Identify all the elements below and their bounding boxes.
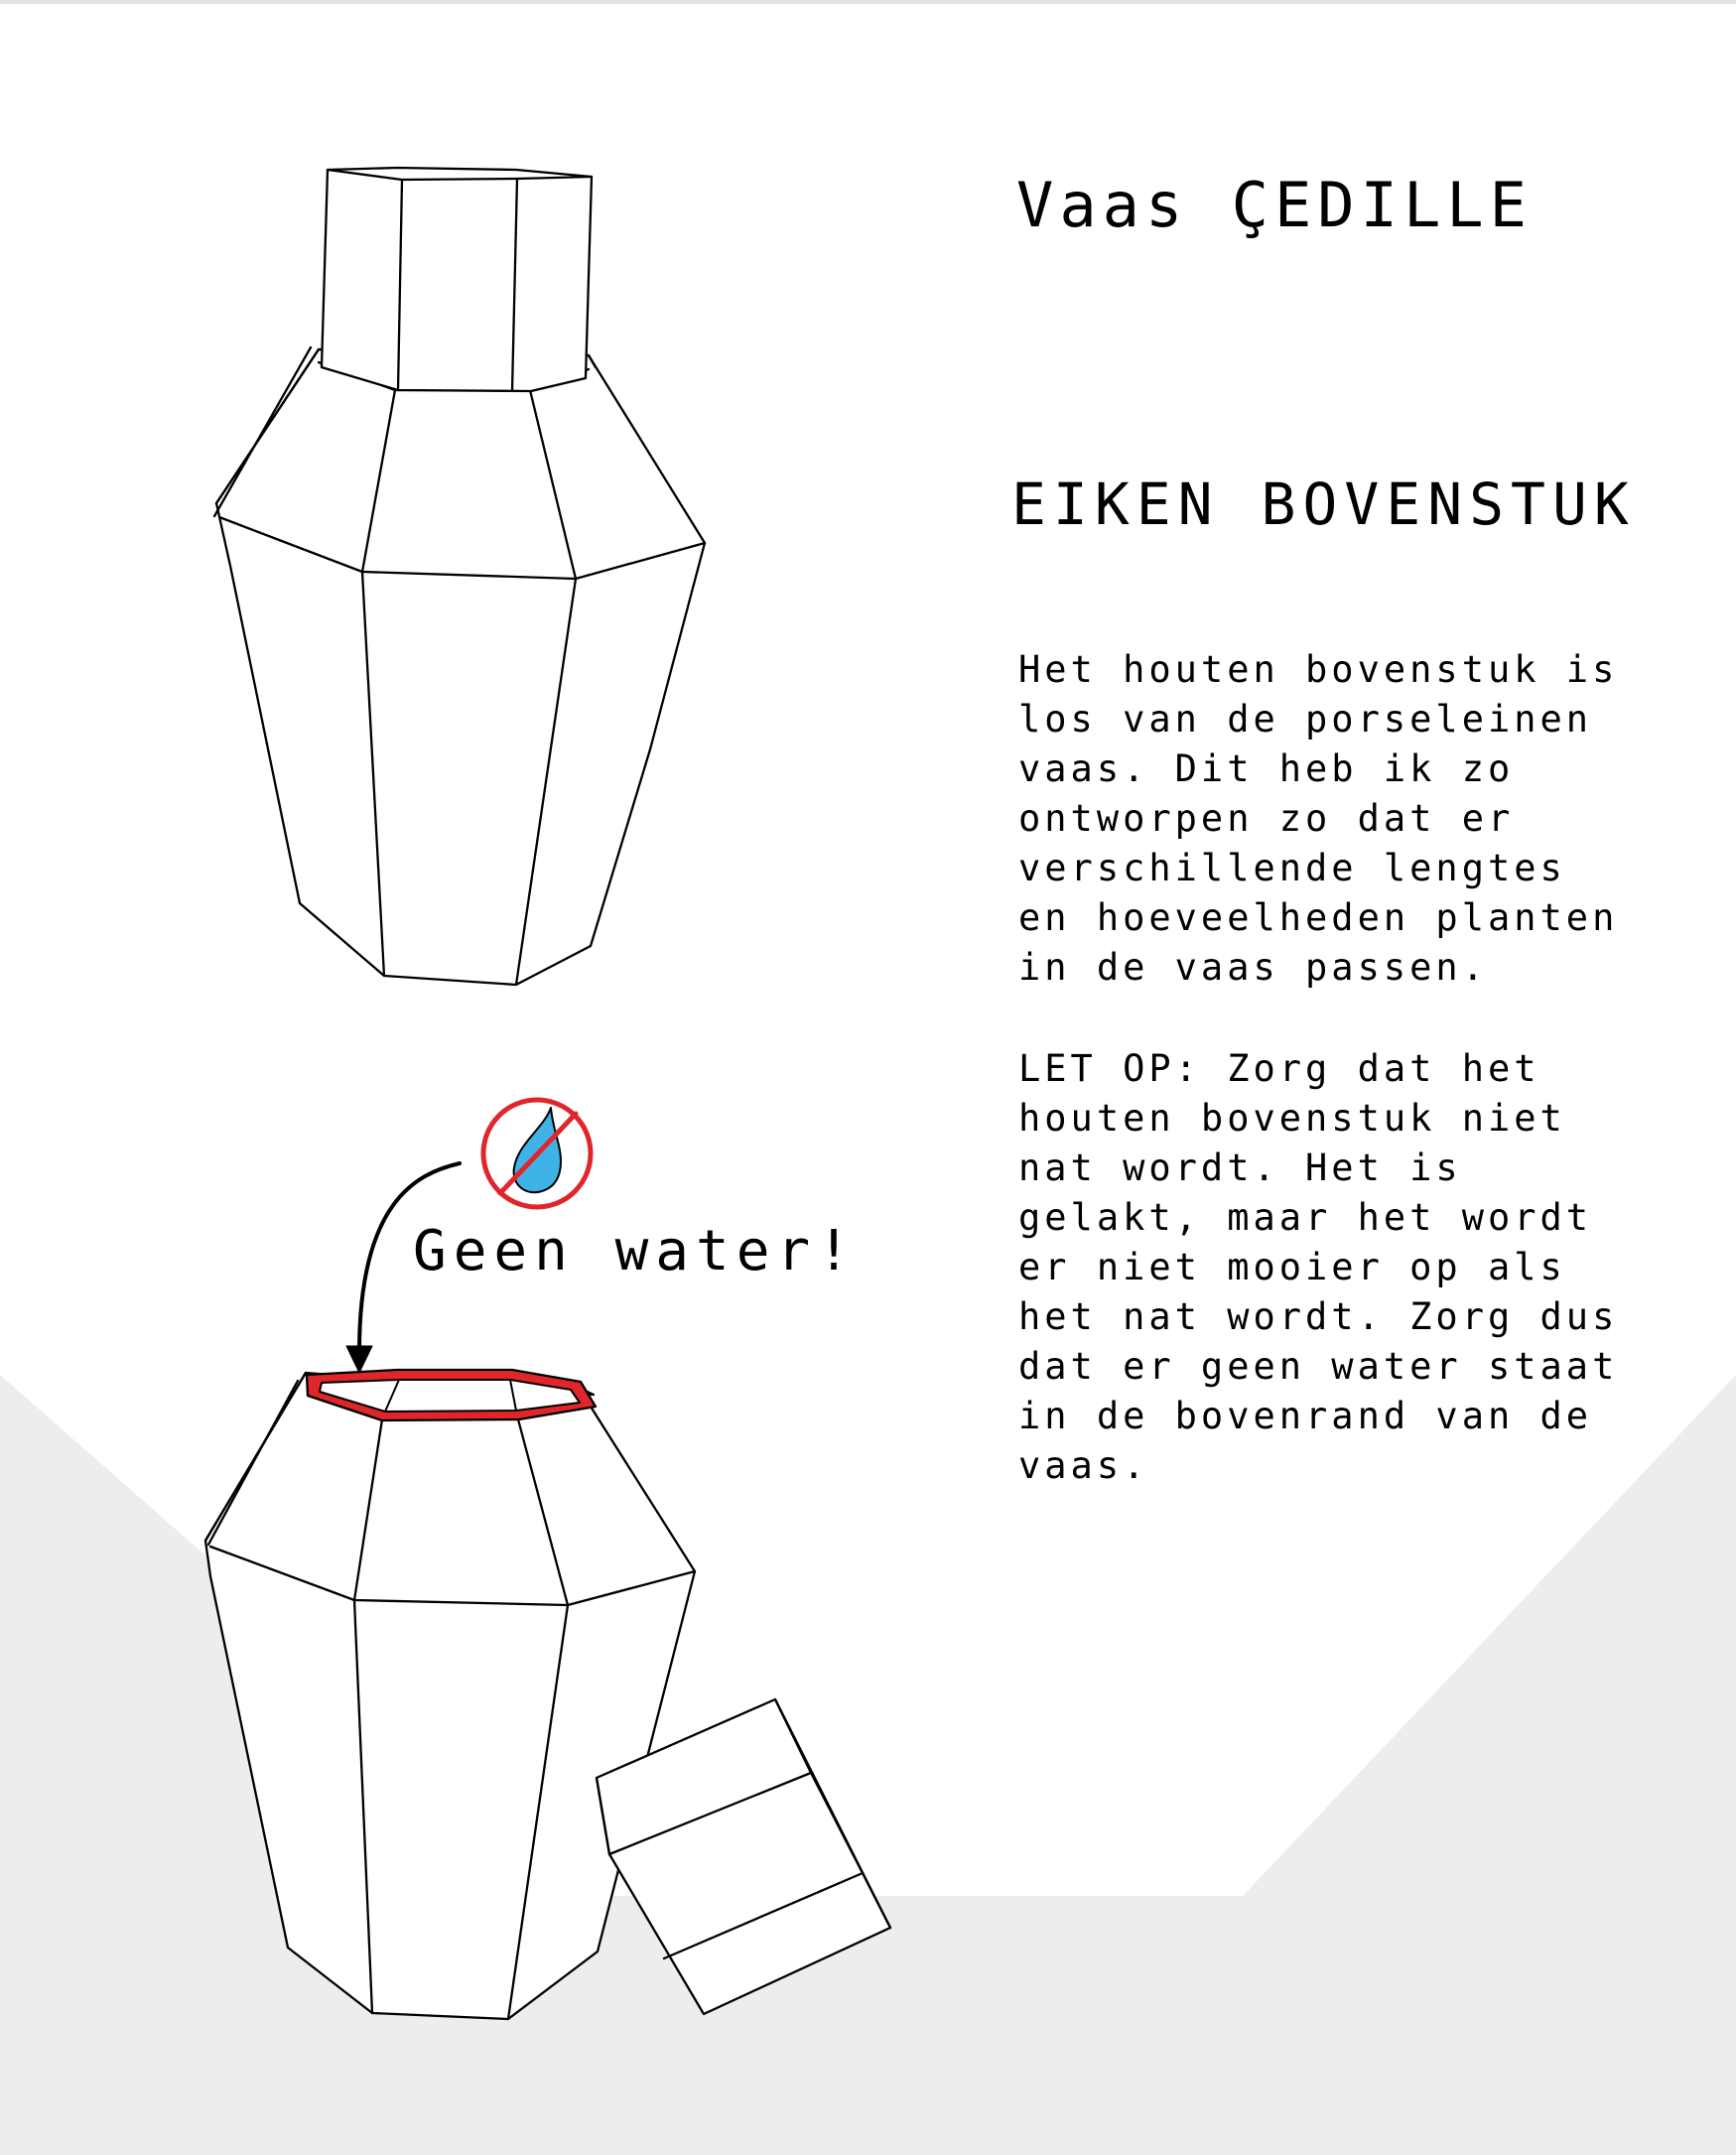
description-paragraph: Het houten bovenstuk is los van de porseleinen vaas. Dit heb ik zo ontworpen zo dat er verschillende lengtes en hoeveelheden planten in de vaas passen.	[1018, 648, 1619, 989]
warning-paragraph: LET OP: Zorg dat het houten bovenstuk niet nat wordt. Het is gelakt, maar het wordt er niet mooier op als het nat wordt. Zorg dus dat er geen water staat in de bovenrand van de vaas.	[1018, 1047, 1619, 1487]
wooden-top-piece	[322, 168, 592, 391]
vase-with-top-icon	[214, 168, 705, 985]
section-title: EIKEN BOVENSTUK	[1011, 471, 1636, 538]
page-title: Vaas ÇEDILLE	[1016, 169, 1533, 241]
no-water-icon	[483, 1100, 591, 1207]
callout-label: Geen water!	[413, 1219, 858, 1283]
vase-open-icon	[205, 1370, 695, 2019]
